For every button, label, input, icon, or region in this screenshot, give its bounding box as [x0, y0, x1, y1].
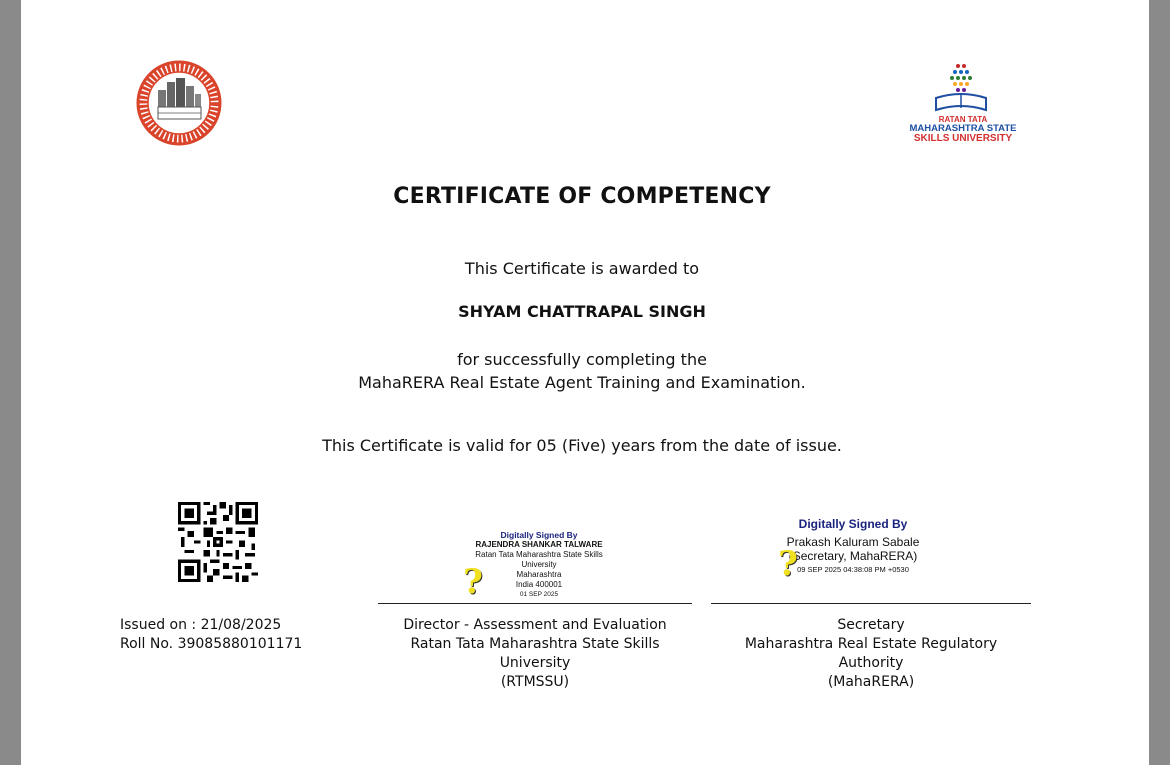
signature-left-org-1: Ratan Tata Maharashtra State Skills	[475, 550, 603, 559]
roll-number: Roll No. 39085880101171	[120, 636, 303, 652]
completion-line-2: MahaRERA Real Estate Agent Training and Examination.	[358, 373, 806, 392]
signature-left-name: RAJENDRA SHANKAR TALWARE	[475, 540, 603, 549]
signature-right-name: Prakash Kaluram Sabale	[786, 535, 920, 549]
rtmssu-logo-line3: SKILLS UNIVERSITY	[913, 133, 1013, 144]
issued-on: Issued on : 21/08/2025	[120, 617, 282, 633]
signature-right-header: Digitally Signed By	[798, 517, 908, 531]
rtmssu-logo	[906, 62, 1021, 146]
signature-verification-icon-right: ?	[778, 544, 798, 584]
recipient-name: SHYAM CHATTRAPAL SINGH	[458, 302, 706, 321]
signature-left-header: Digitally Signed By	[500, 530, 578, 540]
signatory-role-left	[378, 616, 692, 692]
rtmssu-logo-line2: MAHARASHTRA STATE	[909, 123, 1017, 134]
maharera-logo	[136, 60, 222, 146]
signature-right-timestamp: 09 SEP 2025 04:38:08 PM +0530	[797, 565, 909, 574]
signature-verification-icon-left: ?	[463, 562, 483, 602]
signature-left-country: India 400001	[515, 580, 563, 589]
qr-code	[178, 502, 258, 582]
role-left-line-2: Ratan Tata Maharashtra State Skills University	[410, 636, 660, 671]
rtmssu-logo-line1: RATAN TATA	[938, 115, 988, 124]
awarded-to-text: This Certificate is awarded to	[464, 259, 700, 278]
role-right-line-3: (MahaRERA)	[827, 674, 915, 690]
signature-left-state: Maharashtra	[516, 570, 562, 579]
signature-left-date: 01 SEP 2025	[519, 591, 559, 598]
signature-right-title: (Secretary, MahaRERA)	[788, 549, 918, 563]
signature-line-left	[378, 603, 692, 604]
validity-text: This Certificate is valid for 05 (Five) years from the date of issue.	[322, 436, 842, 455]
issue-info	[120, 616, 302, 654]
signatory-role-right	[711, 616, 1031, 692]
certificate-title: CERTIFICATE OF COMPETENCY	[393, 184, 771, 209]
signature-left-org-2: University	[521, 560, 557, 569]
role-left-line-1: Director - Assessment and Evaluation	[403, 617, 667, 633]
role-right-line-2: Maharashtra Real Estate Regulatory Authority	[744, 636, 998, 671]
role-right-line-1: Secretary	[837, 617, 905, 633]
role-left-line-3: (RTMSSU)	[500, 674, 570, 690]
completion-line-1: for successfully completing the	[457, 350, 707, 369]
certificate-page	[21, 0, 1149, 765]
signature-line-right	[711, 603, 1031, 604]
